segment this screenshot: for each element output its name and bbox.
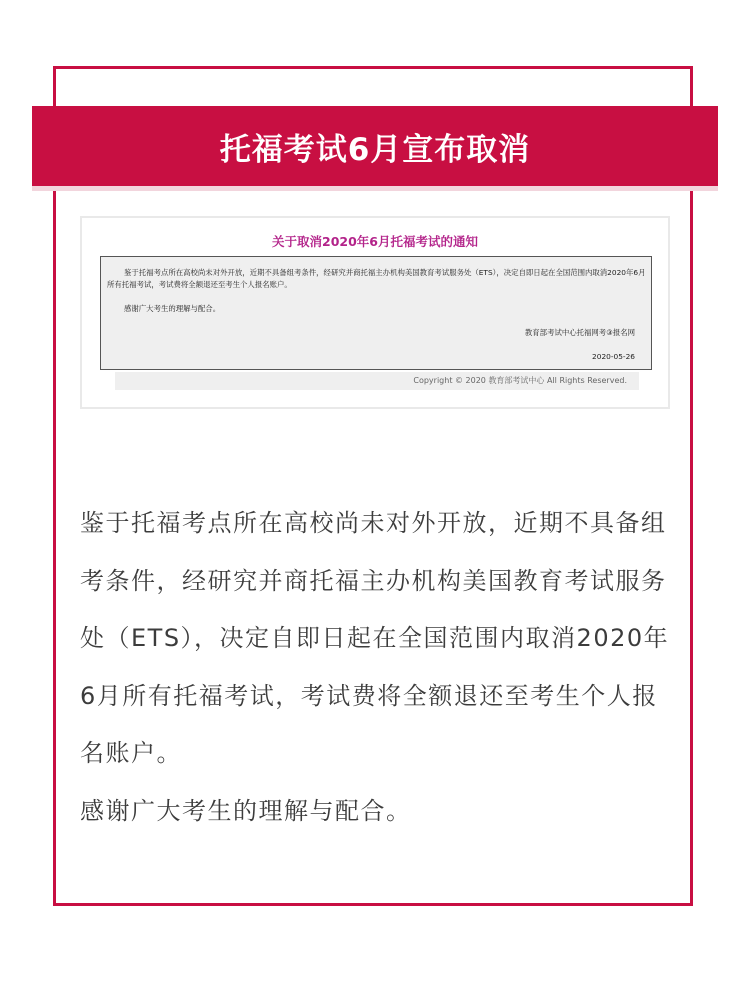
notice-organization: 教育部考试中心托福网考③报名网	[524, 328, 635, 337]
article-paragraph: 鉴于托福考点所在高校尚未对外开放，近期不具备组考条件，经研究并商托福主办机构美国教育考试服务处（ETS），决定自即日起在全国范围内取消2020年6月所有托福考试，考试费将全额退还至考生个人报名账户。	[80, 509, 670, 767]
banner-title: 托福考试6月宣布取消	[219, 131, 531, 168]
notice-body: 鉴于托福考点所在高校尚未对外开放，近期不具备组考条件，经研究并商托福主办机构美国教育考试服务处（ETS），决定自即日起在全国范围内取消2020年6月所有托福考试，考试费将全额退还至考生个人报名账户。	[107, 268, 646, 289]
article-body	[80, 495, 670, 840]
notice-date: 2020-05-26	[592, 352, 635, 361]
notice-copyright: Copyright © 2020 教育部考试中心 All Rights Reserved.	[115, 372, 639, 390]
notice-box	[100, 256, 652, 370]
notice-screenshot	[80, 216, 670, 409]
notice-thanks: 感谢广大考生的理解与配合。	[124, 304, 221, 313]
notice-title: 关于取消2020年6月托福考试的通知	[272, 234, 478, 249]
article-thanks: 感谢广大考生的理解与配合。	[80, 796, 412, 825]
title-banner	[32, 106, 718, 186]
